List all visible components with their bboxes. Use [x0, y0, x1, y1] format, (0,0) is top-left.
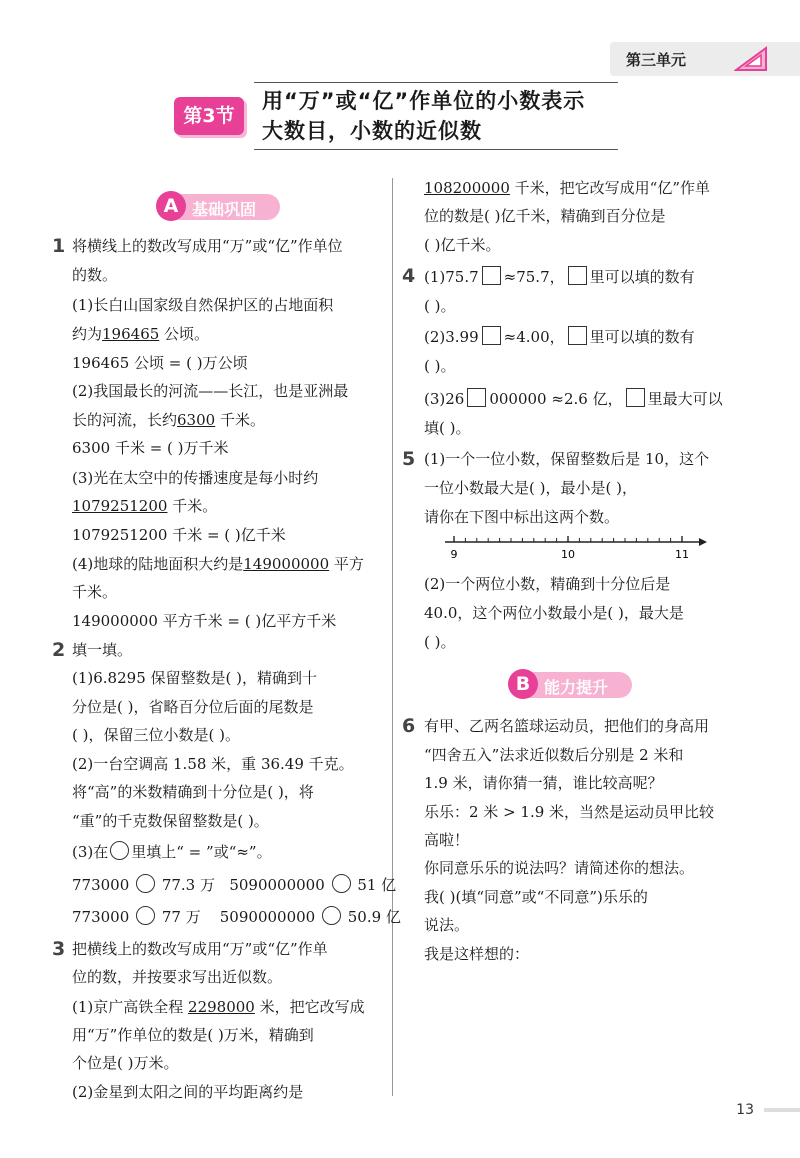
q4-line: 填( )。 — [424, 419, 471, 437]
text: 773000 — [72, 876, 130, 894]
text: (1)京广高铁全程 — [72, 998, 189, 1016]
q3-line: 个位是( )万米。 — [72, 1054, 179, 1072]
text: ≈4.00， — [503, 328, 565, 346]
question-number: 1 — [52, 235, 66, 257]
q2-line: (2)一台空调高 1.58 米，重 36.49 千克。 — [72, 755, 354, 773]
underlined-number: 2298000 — [188, 998, 255, 1016]
unit-tab — [610, 42, 800, 76]
q6-line: 我是这样想的： — [424, 945, 530, 963]
unit-title: 第三单元 — [626, 51, 687, 69]
number-line[interactable] — [445, 534, 707, 562]
q3-line: (2)金星到太阳之间的平均距离约是 — [72, 1083, 304, 1101]
text: 77 万 — [161, 908, 201, 926]
q6-line: 1.9 米，请你猜一猜，谁比较高呢？ — [424, 774, 663, 792]
text: (3)26 — [424, 390, 465, 408]
q1-line: 将横线上的数改写成用“万”或“亿”作单位 — [72, 237, 343, 255]
column-divider — [392, 178, 393, 1096]
text: 51 亿 — [357, 876, 397, 894]
text: 77.3 万 — [161, 876, 215, 894]
part-a-title: 基础巩固 — [192, 200, 257, 219]
q1-line — [72, 410, 265, 430]
text: 773000 — [72, 908, 130, 926]
section-title-line-2: 大数目，小数的近似数 — [262, 119, 482, 143]
q2-line: 填一填。 — [72, 641, 133, 659]
text: 千米。 — [215, 411, 265, 429]
text: 50.9 亿 — [347, 908, 401, 926]
q1-line: (1)长白山国家级自然保护区的占地面积 — [72, 296, 334, 314]
q3-line — [424, 178, 710, 198]
q2-line — [72, 841, 272, 862]
axis-label-10: 10 — [561, 548, 575, 561]
q6-line: 高啦！ — [424, 831, 470, 849]
q3-line: 位的数，并按要求写出近似数。 — [72, 968, 283, 986]
text: 米，把它改写成 — [254, 998, 365, 1016]
text: 里填上“ = ”或“≈”。 — [131, 843, 272, 861]
q6-line: 我( )(填“同意”或“不同意”)乐乐的 — [424, 888, 648, 906]
q3-line: 把横线上的数改写成用“万”或“亿”作单 — [72, 940, 328, 958]
circle-blank[interactable] — [332, 874, 351, 893]
text: 里可以填的数有 — [589, 328, 695, 346]
text: 里最大可以 — [647, 390, 723, 408]
number-line-ticks — [454, 536, 682, 542]
page-number: 13 — [736, 1102, 754, 1118]
q6-line: 你同意乐乐的说法吗？请简述你的想法。 — [424, 859, 695, 877]
text: (3)在 — [72, 843, 109, 861]
q6-line: “四舍五入”法求近似数后分别是 2 米和 — [424, 746, 684, 764]
section-badge: 第3节 — [174, 97, 244, 135]
q6-line: 说法。 — [424, 916, 470, 934]
q2-line: 将“高”的米数精确到十分位是( )，将 — [72, 783, 314, 801]
box-blank[interactable] — [467, 388, 486, 407]
question-number: 2 — [52, 639, 66, 661]
part-b-title: 能力提升 — [544, 678, 609, 697]
box-blank[interactable] — [482, 266, 501, 285]
text: ≈75.7， — [503, 268, 565, 286]
text: 约为 — [72, 325, 103, 343]
q6-line: 有甲、乙两名篮球运动员，把他们的身高用 — [424, 717, 710, 735]
q4-line — [424, 388, 723, 409]
circle-blank[interactable] — [136, 906, 155, 925]
q5-line: (1)一个一位小数，保留整数后是 10，这个 — [424, 450, 710, 468]
underlined-number: 149000000 — [243, 555, 330, 573]
text: 长的河流，长约 — [72, 411, 178, 429]
part-b-heading — [510, 672, 632, 698]
q1-line — [72, 496, 217, 516]
q2-compare-row — [72, 874, 396, 895]
part-a-letter: A — [156, 191, 186, 221]
q1-line: 的数。 — [72, 266, 118, 284]
section-title-line-1: 用“万”或“亿”作单位的小数表示 — [262, 89, 586, 113]
text: (2)3.99 — [424, 328, 479, 346]
q1-line: 6300 千米 = ( )万千米 — [72, 439, 229, 457]
axis-label-9: 9 — [450, 548, 458, 561]
circle-blank[interactable] — [136, 874, 155, 893]
q5-line: 一位小数最大是( )，最小是( )， — [424, 479, 637, 497]
q5-line: 40.0，这个两位小数最小是( )，最大是 — [424, 604, 684, 622]
q1-line: 1079251200 千米 = ( )亿千米 — [72, 526, 286, 544]
underlined-number: 6300 — [177, 411, 216, 429]
q2-line: ( )，保留三位小数是( )。 — [72, 726, 240, 744]
q1-line: 千米。 — [72, 583, 118, 601]
q4-line — [424, 266, 695, 287]
box-blank[interactable] — [626, 388, 645, 407]
part-a-heading — [158, 194, 280, 220]
part-b-letter: B — [508, 669, 538, 699]
text: 5090000000 — [229, 876, 325, 894]
text: 5090000000 — [219, 908, 316, 926]
q3-line — [72, 997, 365, 1017]
q1-line: (2)我国最长的河流——长江，也是亚洲最 — [72, 382, 349, 400]
q5-line: ( )。 — [424, 633, 456, 651]
q1-line: 149000000 平方千米 = ( )亿平方千米 — [72, 612, 337, 630]
box-blank[interactable] — [482, 326, 501, 345]
text: (1)75.7 — [424, 268, 479, 286]
number-line-arrow — [699, 538, 707, 546]
question-number: 4 — [402, 265, 416, 287]
q1-line: (3)光在太空中的传播速度是每小时约 — [72, 469, 319, 487]
q1-line: 196465 公顷 = ( )万公顷 — [72, 354, 248, 372]
q2-line: 分位是( )，省略百分位后面的尾数是 — [72, 698, 314, 716]
q1-line — [72, 324, 209, 344]
page-footer-bar — [764, 1108, 800, 1112]
q4-line: ( )。 — [424, 357, 456, 375]
text: 千米。 — [167, 497, 218, 515]
q1-line — [72, 554, 364, 574]
q2-compare-row — [72, 906, 401, 927]
text: 000000 ≈2.6 亿， — [489, 390, 623, 408]
question-number: 6 — [402, 715, 416, 737]
circle-blank[interactable] — [110, 841, 129, 860]
circle-blank[interactable] — [322, 906, 341, 925]
box-blank[interactable] — [568, 266, 587, 285]
text: (4)地球的陆地面积大约是 — [72, 555, 244, 573]
text: 平方 — [329, 555, 364, 573]
underlined-number: 108200000 — [424, 179, 510, 197]
q2-line: (1)6.8295 保留整数是( )，精确到十 — [72, 669, 317, 687]
q5-line: 请你在下图中标出这两个数。 — [424, 508, 620, 526]
text: 千米，把它改写成用“亿”作单 — [509, 179, 711, 197]
set-square-icon — [734, 44, 770, 74]
box-blank[interactable] — [568, 326, 587, 345]
q3-line: 位的数是( )亿千米，精确到百分位是 — [424, 207, 666, 225]
text: 公顷。 — [159, 325, 210, 343]
underlined-number: 196465 — [102, 325, 160, 343]
q5-line: (2)一个两位小数，精确到十分位后是 — [424, 575, 671, 593]
q3-line: 用“万”作单位的数是( )万米，精确到 — [72, 1026, 314, 1044]
axis-label-11: 11 — [675, 548, 689, 561]
section-title — [254, 82, 618, 150]
text: 里可以填的数有 — [589, 268, 695, 286]
q4-line — [424, 326, 695, 347]
q2-line: “重”的千克数保留整数是( )。 — [72, 812, 269, 830]
question-number: 3 — [52, 938, 66, 960]
q3-line: ( )亿千米。 — [424, 236, 501, 254]
q4-line: ( )。 — [424, 297, 456, 315]
question-number: 5 — [402, 448, 416, 470]
underlined-number: 1079251200 — [72, 497, 168, 515]
q6-line: 乐乐：2 米 > 1.9 米，当然是运动员甲比较 — [424, 803, 715, 821]
